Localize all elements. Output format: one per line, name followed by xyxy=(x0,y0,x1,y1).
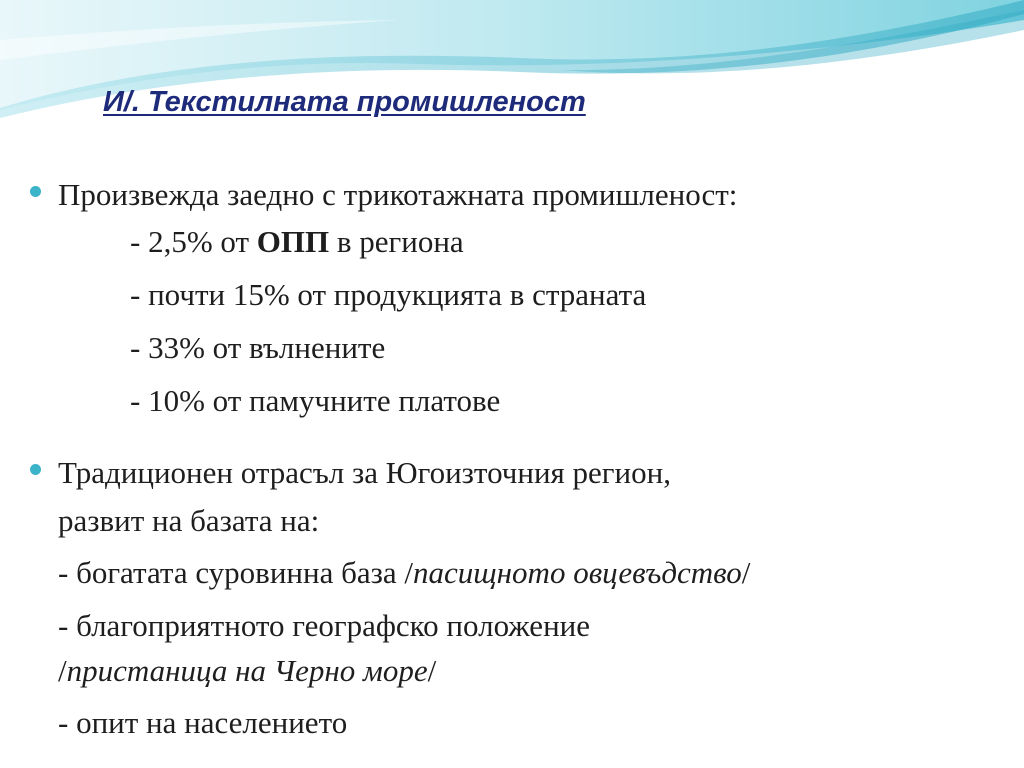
raw-materials-italic: пасищното овцевъдство xyxy=(413,555,742,590)
raw-materials-pre: - богатата суровинна база / xyxy=(58,555,414,590)
geography-post: / xyxy=(427,653,437,688)
sub-item-opp xyxy=(130,224,464,260)
sub-item-wool: - 33% от вълнените xyxy=(130,330,386,365)
base-item-geography-line-1: - благоприятното географско положение xyxy=(58,608,591,643)
bullet-2-line-2: развит на базата на: xyxy=(58,503,320,538)
bullet-icon xyxy=(30,464,41,475)
sub-item-production: - почти 15% от продукцията в страната xyxy=(130,277,647,312)
raw-materials-post: / xyxy=(741,555,751,590)
bullet-2-line-1: Традиционен отрасъл за Югоизточния регион, xyxy=(58,455,671,490)
base-item-experience: - опит на населението xyxy=(58,705,348,740)
bullet-1-text: Произвежда заедно с трикотажната промишленост: xyxy=(58,177,738,212)
slide-title: И/. Текстилната промишленост xyxy=(103,86,586,118)
sub-item-opp-pre: - 2,5% от xyxy=(130,224,257,259)
geography-pre: / xyxy=(58,653,67,688)
sub-item-cotton: - 10% от памучните платове xyxy=(130,383,501,418)
sub-item-opp-post: в региона xyxy=(329,224,464,259)
bullet-icon xyxy=(30,186,41,197)
base-item-raw-materials xyxy=(58,555,750,591)
sub-item-opp-bold: ОПП xyxy=(256,224,330,259)
base-item-geography-line-2 xyxy=(58,653,436,689)
geography-italic: пристаница на Черно море xyxy=(66,653,428,688)
